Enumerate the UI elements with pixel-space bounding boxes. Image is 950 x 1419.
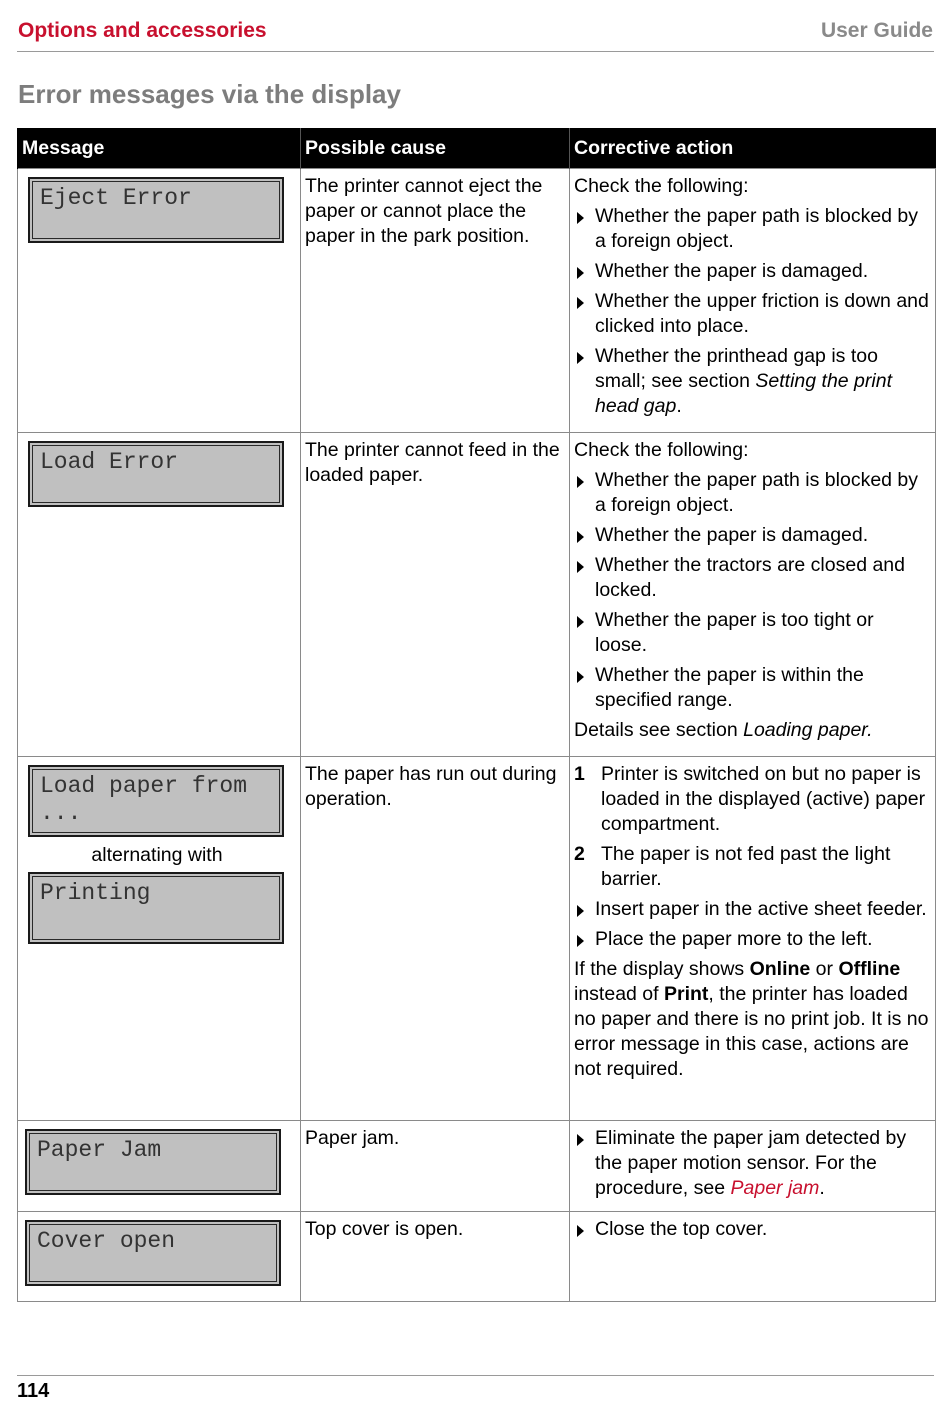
message-cell xyxy=(18,433,301,757)
table-row xyxy=(18,433,936,757)
header-action: Corrective action xyxy=(570,128,936,169)
bullet-triangle-icon xyxy=(577,1225,584,1237)
lcd-display-alternate: Printing xyxy=(28,872,284,944)
bullet-triangle-icon xyxy=(577,561,584,573)
list-item: Whether the paper is too tight or loose. xyxy=(574,608,931,658)
list-item: Eliminate the paper jam detected by the paper motion sensor. For the procedure, see Paper jam. xyxy=(574,1126,931,1201)
error-messages-table xyxy=(17,128,936,1302)
info-note: If the display shows Online or Offline instead of Print, the printer has loaded no paper and there is no print job. It is no error message in this case, actions are not required. xyxy=(574,958,929,1080)
list-item: Whether the printhead gap is too small; see section Setting the print head gap. xyxy=(574,344,931,419)
footer-divider xyxy=(17,1375,934,1376)
paper-jam-link[interactable]: Paper jam xyxy=(730,1177,820,1199)
cause-cell: Top cover is open. xyxy=(301,1212,570,1302)
cause-cell: The printer cannot feed in the loaded paper. xyxy=(301,433,570,757)
table-row xyxy=(18,169,936,433)
action-cell xyxy=(570,433,936,757)
bullet-triangle-icon xyxy=(577,212,584,224)
page-number: 114 xyxy=(17,1380,50,1402)
lcd-display: Cover open xyxy=(25,1220,281,1286)
message-cell xyxy=(18,1121,301,1212)
lcd-display: Eject Error xyxy=(28,177,284,243)
section-reference: Loading paper. xyxy=(743,719,873,741)
bullet-triangle-icon xyxy=(577,671,584,683)
chapter-title: Options and accessories xyxy=(18,19,267,42)
list-item: Whether the upper friction is down and clicked into place. xyxy=(574,289,931,339)
table-row xyxy=(18,1121,936,1212)
action-cell xyxy=(570,757,936,1121)
list-item: Whether the paper path is blocked by a foreign object. xyxy=(574,468,931,518)
lcd-display: Load Error xyxy=(28,441,284,507)
alternating-label: alternating with xyxy=(91,844,223,866)
list-item: Whether the paper is damaged. xyxy=(574,523,931,548)
action-intro: Check the following: xyxy=(574,439,749,461)
message-cell xyxy=(18,169,301,433)
action-intro: Check the following: xyxy=(574,175,749,197)
table-header-row xyxy=(18,128,936,169)
lcd-display: Load paper from ... xyxy=(28,765,284,837)
details-note: Details see section Loading paper. xyxy=(574,719,873,741)
section-reference: Setting the print head gap xyxy=(595,370,892,417)
numbered-item: 2 The paper is not fed past the light barrier. xyxy=(574,843,891,890)
cause-cell: The paper has run out during operation. xyxy=(301,757,570,1121)
action-cell xyxy=(570,1121,936,1212)
list-item: Whether the paper path is blocked by a foreign object. xyxy=(574,204,931,254)
bullet-triangle-icon xyxy=(577,531,584,543)
list-item: Insert paper in the active sheet feeder. xyxy=(574,897,931,922)
list-item: Whether the paper is within the specified range. xyxy=(574,663,931,713)
lcd-display: Paper Jam xyxy=(25,1129,281,1195)
list-item: Whether the paper is damaged. xyxy=(574,259,931,284)
message-cell xyxy=(18,757,301,1121)
bullet-triangle-icon xyxy=(577,905,584,917)
numbered-item: 1 Printer is switched on but no paper is loaded in the displayed (active) paper compartment. xyxy=(574,763,926,835)
cause-cell: Paper jam. xyxy=(301,1121,570,1212)
section-title: Error messages via the display xyxy=(18,79,401,109)
guide-title: User Guide xyxy=(820,19,933,42)
table-row xyxy=(18,757,936,1121)
bullet-triangle-icon xyxy=(577,1134,584,1146)
message-cell xyxy=(18,1212,301,1302)
bullet-triangle-icon xyxy=(577,616,584,628)
header-divider xyxy=(17,51,934,52)
header-message: Message xyxy=(18,128,301,169)
bullet-triangle-icon xyxy=(577,297,584,309)
bullet-triangle-icon xyxy=(577,476,584,488)
bullet-triangle-icon xyxy=(577,267,584,279)
bullet-triangle-icon xyxy=(577,935,584,947)
action-cell xyxy=(570,169,936,433)
cause-cell: The printer cannot eject the paper or cannot place the paper in the park position. xyxy=(301,169,570,433)
action-cell xyxy=(570,1212,936,1302)
table-row xyxy=(18,1212,936,1302)
bullet-triangle-icon xyxy=(577,352,584,364)
list-item: Whether the tractors are closed and locked. xyxy=(574,553,931,603)
list-item: Place the paper more to the left. xyxy=(574,927,931,952)
header-cause: Possible cause xyxy=(301,128,570,169)
list-item: Close the top cover. xyxy=(574,1217,931,1242)
